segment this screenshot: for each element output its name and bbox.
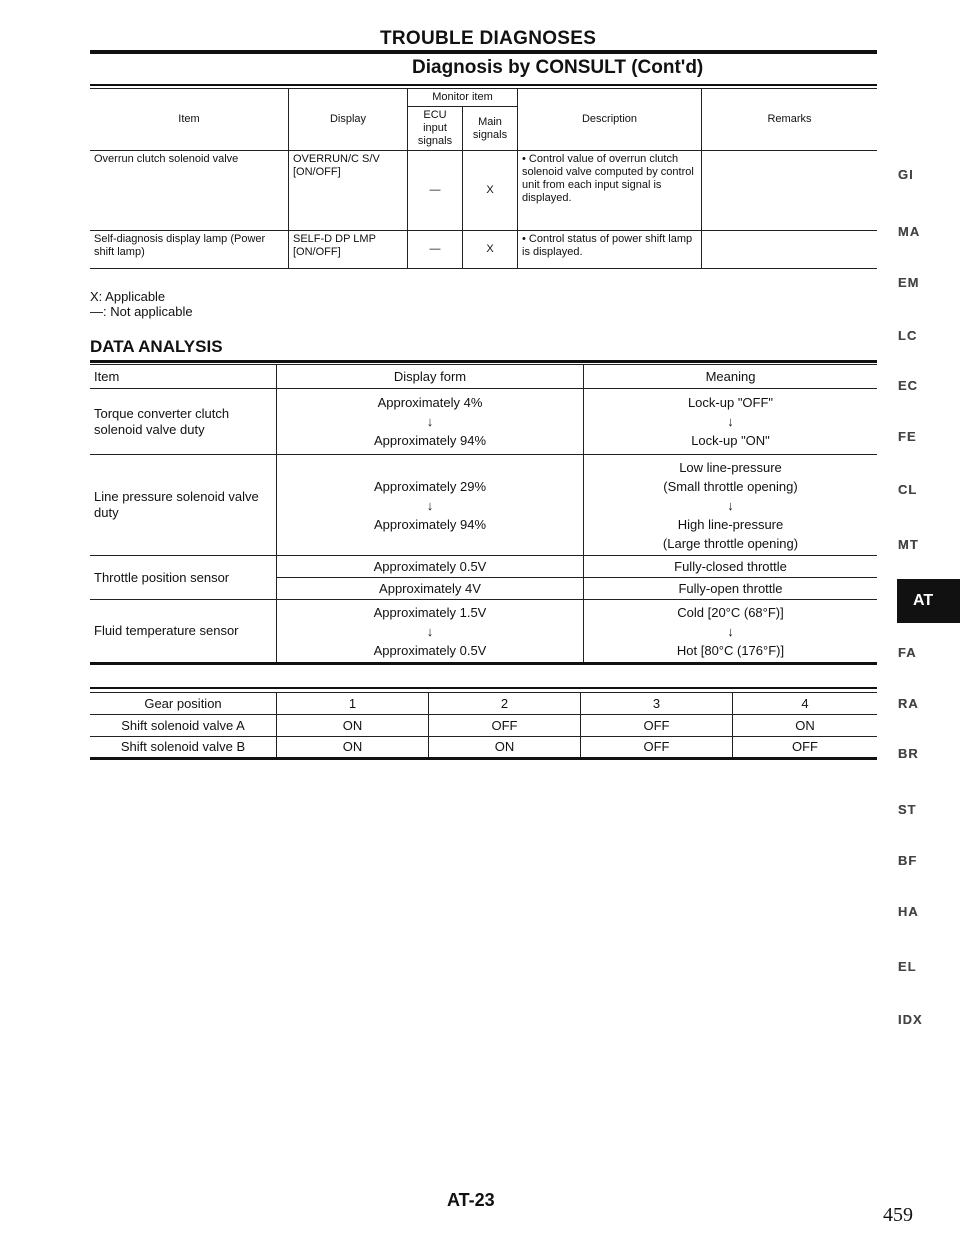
row-remarks [702, 231, 878, 269]
col-item: Item [90, 89, 289, 151]
row-ecu: — [408, 231, 463, 269]
arrow-down-icon: ↓ [727, 497, 734, 513]
row-display-form: Approximately 29% ↓ Approximately 94% [277, 455, 584, 556]
arrow-down-icon: ↓ [426, 414, 434, 429]
data-analysis-rule [90, 360, 877, 363]
row-remarks [702, 151, 878, 231]
subtitle-rule [90, 84, 877, 86]
table-row [90, 389, 877, 455]
row-meaning: Fully-closed throttle [584, 556, 878, 578]
side-tab-ec[interactable]: EC [898, 378, 919, 393]
row-ecu: — [408, 151, 463, 231]
row-main: X [463, 231, 518, 269]
side-tab-ma[interactable]: MA [898, 224, 921, 239]
row-display: OVERRUN/C S/V [ON/OFF] [289, 151, 408, 231]
row-display-form: Approximately 4V [277, 578, 584, 600]
side-tab-ra[interactable]: RA [898, 696, 919, 711]
side-tab-br[interactable]: BR [898, 746, 919, 761]
col-display-form: Display form [277, 365, 584, 389]
side-tab-bf[interactable]: BF [898, 853, 918, 868]
row-description: • Control status of power shift lamp is displayed. [518, 231, 702, 269]
row-meaning: Fully-open throttle [584, 578, 878, 600]
row-description: • Control value of overrun clutch solenoid valve computed by control unit from each input signal is displayed. [518, 151, 702, 231]
row-display-form: Approximately 0.5V [277, 556, 584, 578]
page-code: AT-23 [447, 1190, 495, 1210]
side-tab-mt[interactable]: MT [898, 537, 919, 552]
table-row: Shift solenoid valve A ON OFF OFF ON [90, 715, 877, 737]
page-header-title: TROUBLE DIAGNOSES [380, 28, 597, 49]
table-row [90, 151, 877, 231]
row-meaning: Low line-pressure (Small throttle opening) ↓ High line-pressure (Large throttle opening) [584, 455, 878, 556]
col-remarks: Remarks [702, 89, 878, 151]
gear-position-table [90, 692, 877, 760]
note-applicable: X: Applicable [90, 289, 166, 304]
side-tab-em[interactable]: EM [898, 275, 920, 290]
table-row: Shift solenoid valve B ON ON OFF OFF [90, 737, 877, 759]
row-item: Overrun clutch solenoid valve [90, 151, 289, 231]
note-not-applicable: —: Not applicable [90, 304, 193, 319]
row-item: Fluid temperature sensor [90, 600, 277, 664]
side-tab-ha[interactable]: HA [898, 904, 919, 919]
side-tab-idx[interactable]: IDX [898, 1012, 923, 1027]
table-row [90, 556, 877, 578]
table-row [90, 455, 877, 556]
arrow-down-icon: ↓ [426, 623, 434, 639]
header-rule [90, 50, 877, 54]
col-description: Description [518, 89, 702, 151]
arrow-down-icon: ↓ [727, 414, 734, 429]
row-main: X [463, 151, 518, 231]
row-meaning: Cold [20°C (68°F)] ↓ Hot [80°C (176°F)] [584, 600, 878, 664]
row-display-form: Approximately 4% ↓ Approximately 94% [277, 389, 584, 455]
monitor-item-table [90, 88, 877, 269]
side-tab-cl[interactable]: CL [898, 482, 918, 497]
page-subtitle: Diagnosis by CONSULT (Cont'd) [412, 57, 704, 78]
col-meaning: Meaning [584, 365, 878, 389]
col-ecu-input: ECU input signals [408, 107, 463, 151]
row-meaning: Lock-up "OFF" ↓ Lock-up "ON" [584, 389, 878, 455]
row-display-form: Approximately 1.5V ↓ Approximately 0.5V [277, 600, 584, 664]
row-item: Throttle position sensor [90, 556, 277, 600]
row-item: Self-diagnosis display lamp (Power shift lamp) [90, 231, 289, 269]
side-tab-fe[interactable]: FE [898, 429, 917, 444]
col-monitor-item: Monitor item [408, 89, 518, 107]
page-number: 459 [883, 1204, 913, 1226]
side-tab-at-active[interactable]: AT [897, 579, 960, 623]
col-item: Item [90, 365, 277, 389]
gear-table-top-rule [90, 687, 877, 689]
data-analysis-title: DATA ANALYSIS [90, 337, 223, 356]
arrow-down-icon: ↓ [426, 497, 434, 513]
col-display: Display [289, 89, 408, 151]
data-analysis-table [90, 364, 877, 665]
row-item: Line pressure solenoid valve duty [90, 455, 277, 556]
arrow-down-icon: ↓ [727, 623, 734, 639]
side-tab-el[interactable]: EL [898, 959, 917, 974]
legend-notes [90, 289, 193, 319]
side-tab-lc[interactable]: LC [898, 328, 918, 343]
row-display: SELF-D DP LMP [ON/OFF] [289, 231, 408, 269]
table-row [90, 231, 877, 269]
side-tab-st[interactable]: ST [898, 802, 917, 817]
row-item: Torque converter clutch solenoid valve duty [90, 389, 277, 455]
side-tab-gi[interactable]: GI [898, 167, 914, 182]
side-tab-fa[interactable]: FA [898, 645, 917, 660]
table-row: Gear position 1 2 3 4 [90, 693, 877, 715]
col-main-signals: Main signals [463, 107, 518, 151]
table-row [90, 600, 877, 664]
